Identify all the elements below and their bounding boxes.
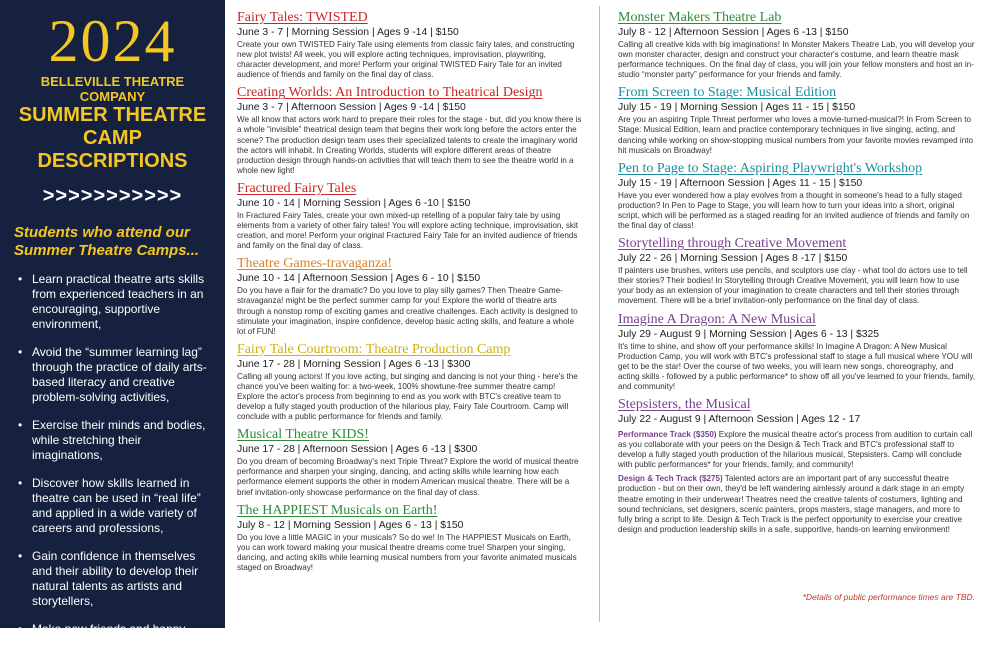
- subtitle-summer-theatre: SUMMER THEATRE: [18, 104, 207, 126]
- camp-title: Fairy Tales: TWISTED: [237, 10, 368, 25]
- camp-title: From Screen to Stage: Musical Edition: [618, 85, 837, 101]
- camp-description: Do you dream of becoming Broadway's next Triple Threat? Explore the world of musical theatre performance and sharpen your singing, dancing, and acting skills while learning how each performance element supports the other in modern American musical theatre. There will be a brief invitation-only showcase performance on the final day of class.: [237, 457, 579, 497]
- camp-title: The HAPPIEST Musicals on Earth!: [237, 502, 438, 518]
- stepsisters-track: [618, 474, 976, 535]
- camp-title: Stepsisters, the Musical: [618, 396, 751, 412]
- camp-description: Calling all young actors! If you love acting, but singing and dancing is not your thing - here's the chance you've been waiting for: a two-week, 100% showtune-free summer theatre camp! Explore the actor's process from beginning to end as you work with BTC's creative team to develop a fully staged youth production of the hilarious play, Fairy Tale Courtroom. Camp will conclude with a public performance for friends and family.: [237, 371, 578, 422]
- camp-info: July 8 - 12 | Afternoon Session | Ages 6 -13 | $150: [618, 27, 849, 38]
- camp-monster-makers-theatre-lab: [618, 10, 976, 80]
- camp-title: Fairy Tale Courtroom: Theatre Production Camp: [237, 341, 511, 357]
- camp-info: June 10 - 14 | Morning Session | Ages 6 -10 | $150: [237, 197, 471, 209]
- camp-description: Create your own TWISTED Fairy Tale using elements from classic fairy tales, and constructing new plot twists! All week, you will explore acting techniques, improvisation, playwriting, character development, and more! Perform your original TWISTED Fairy Tale for an invited audience of friends and family on the final day of class.: [237, 40, 575, 80]
- camp-title: Monster Makers Theatre Lab: [618, 10, 782, 25]
- footnote: *Details of public performance times are TBD.: [802, 592, 975, 602]
- benefit-text: Avoid the “summer learning lag” through the practice of daily arts-based literacy and creative problem-solving activities,: [32, 345, 207, 404]
- camp-title: Theatre Games-travaganza!: [237, 256, 393, 272]
- bullet-icon: •: [18, 476, 23, 490]
- benefit-item: [14, 272, 211, 332]
- camp-pen-to-page-to-stage-aspiring-playwright-s-workshop: [618, 161, 976, 231]
- bullet-icon: •: [18, 418, 23, 432]
- camp-storytelling-through-creative-movement: [618, 236, 976, 306]
- camp-fairy-tale-courtroom-theatre-production-camp: [237, 342, 582, 422]
- camp-theatre-games-travaganza: [237, 256, 582, 336]
- camp-title: Creating Worlds: An Introduction to Theatrical Design: [237, 85, 543, 101]
- benefit-text: Make new friends and happy memories to carry for life!: [32, 622, 186, 651]
- camp-description: It's time to shine, and show off your performance skills! In Imagine A Dragon: A New Musical Production Camp, you will work with BTC's professional staff to stage a full musical where YOU will get to be the star! Over the course of two weeks, you will learn new songs, choreography, and acting skills - followed by a public performance* to show off all you've learned to your friends, family, and community!: [618, 341, 976, 391]
- bullet-icon: •: [18, 272, 23, 286]
- camp-info: July 15 - 19 | Morning Session | Ages 11 - 15 | $150: [618, 102, 856, 114]
- camp-info: June 17 - 28 | Morning Session | Ages 6 -13 | $300: [237, 358, 471, 370]
- benefit-text: Exercise their minds and bodies, while stretching their imaginations,: [32, 418, 206, 462]
- benefit-item: [14, 476, 211, 536]
- camp-title: Storytelling through Creative Movement: [618, 236, 847, 252]
- benefits-list: [14, 272, 211, 652]
- camp-fairy-tales-twisted: [237, 10, 582, 80]
- benefit-text: Gain confidence in themselves and their ability to develop their natural talents as artists and storytellers,: [32, 549, 199, 608]
- left-column: [237, 10, 582, 578]
- benefit-text: Discover how skills learned in theatre can be used in “real life” and applied in a wide variety of careers and professions,: [32, 476, 201, 535]
- benefit-item: [14, 345, 211, 405]
- camp-the-happiest-musicals-on-earth: [237, 503, 582, 573]
- camp-info: June 3 - 7 | Afternoon Session | Ages 9 -14 | $150: [237, 102, 466, 114]
- benefit-item: [14, 622, 211, 652]
- camp-info: June 10 - 14 | Afternoon Session | Ages 6 - 10 | $150: [237, 273, 481, 285]
- students-heading: Students who attend our Summer Theatre Camps...: [14, 224, 200, 259]
- camp-fractured-fairy-tales: [237, 181, 582, 251]
- right-column: [618, 10, 976, 540]
- camp-title: Imagine A Dragon: A New Musical: [618, 311, 816, 327]
- benefit-item: [14, 418, 211, 463]
- camp-stepsisters-the-musical: [618, 397, 976, 535]
- camp-description: Are you an aspiring Triple Threat performer who loves a movie-turned-musical?! In From Screen to Stage: Musical Edition, learn and practice contemporary techniques in live singing, acting, and dancing while working on show-stopping musical numbers from your favorite movies revamped into hit musicals on Broadway!: [618, 115, 973, 155]
- bullet-icon: •: [18, 345, 23, 359]
- camp-title: Pen to Page to Stage: Aspiring Playwright's Workshop: [618, 160, 923, 176]
- bullet-icon: •: [18, 622, 23, 636]
- track-description: Talented actors are an important part of any successful theatre production - but on their own, they'd be left wandering aimlessly around a dark stage in an empty theatre emoting in their underwear! Theatres need the creative talents of costumers, lighting and sound technicians, set designers, scenic painters, props masters, stage managers, and more to fully bring a script to life. Design & Tech Track is the perfect opportunity to exercise your creative design and production leadership skills in a safe, supportive, hands-on learning environment!: [618, 474, 965, 534]
- camp-from-screen-to-stage-musical-edition: [618, 85, 976, 155]
- company-name: BELLEVILLE THEATRE COMPANY: [40, 74, 185, 104]
- benefit-item: [14, 549, 211, 609]
- camp-info: June 3 - 7 | Morning Session | Ages 9 -14 | $150: [237, 27, 459, 38]
- chevron-divider: >>>>>>>>>>>: [42, 185, 183, 207]
- sidebar: [0, 0, 225, 651]
- subtitle-camp-descriptions: CAMP DESCRIPTIONS: [37, 127, 188, 172]
- camp-info: July 15 - 19 | Afternoon Session | Ages 11 - 15 | $150: [618, 177, 863, 189]
- stepsisters-track: [618, 430, 976, 470]
- camp-creating-worlds-an-introduction-to-theatrical-design: [237, 85, 582, 176]
- camp-info: July 22 - 26 | Morning Session | Ages 8 -17 | $150: [618, 253, 848, 265]
- camp-info: July 29 - August 9 | Morning Session | Ages 6 - 13 | $325: [618, 328, 880, 340]
- camp-description: In Fractured Fairy Tales, create your own mixed-up retelling of a popular fairy tale by using elements from a variety of other fairy tales! You will explore acting technique, improvisation, skit creation, and more! Perform your original Fractured Fairy Tale for an invited audience of friends and family on the final day of class.: [237, 210, 578, 251]
- camp-description: If painters use brushes, writers use pencils, and sculptors use clay - what tool do actors use to tell their stories? Their bodies! In Storytelling through Creative Movement, you will learn how to use your body as an extension of your imagination to create characters and tell their stories through movement. There will be a brief invitation-only performance on the final day of class.: [618, 266, 968, 306]
- camp-info: June 17 - 28 | Afternoon Session | Ages 6 -13 | $300: [237, 444, 478, 456]
- benefit-text: Learn practical theatre arts skills from experienced teachers in an encouraging, supportive environment,: [32, 272, 205, 331]
- camp-description: Do you have a flair for the dramatic? Do you love to play silly games? Then Theatre Game-stravaganza! might be the perfect summer camp for you! Explore the world of theatre arts through a nonstop romp of exciting games and creative challenges. Each activity is designed to stimulate your imagination, inspire confidence, develop basic acting skills, and feature a whole lot of FUN!: [237, 286, 578, 336]
- camp-description: Do you love a little MAGIC in your musicals? So do we! In The HAPPIEST Musicals on Earth, you can work toward making your musical theatre dreams come true! Sharpen your singing, dancing, and acting skills while learning musical numbers from your favorite animated musicals staged on Broadway!: [237, 532, 577, 572]
- camp-imagine-a-dragon-a-new-musical: [618, 312, 976, 392]
- track-description: Explore the musical theatre actor's process from audition to curtain call as you collaborate with your peers on the Design & Tech Track and BTC's professional staff to develop a fully staged youth production of the hilarious musical, Stepsisters. Camp will conclude with public performances* for your friends, family, and community!: [618, 429, 973, 470]
- track-title: Performance Track ($350): [618, 429, 717, 439]
- bullet-icon: •: [18, 549, 23, 563]
- track-title: Design & Tech Track ($275): [618, 474, 723, 484]
- column-divider: [599, 6, 600, 622]
- camp-description: We all know that actors work hard to prepare their roles for the stage - but, did you know there is a whole “invisible” theatrical design team that begins their work long before the actors enter the scene? The production design team uses their specialized talents to create the imaginary world the actors will inhabit. In Creating Worlds, students will explore different areas of theatre production design through hands-on activities that will teach them to see the theatre world in a whole new light!: [237, 115, 582, 175]
- camp-info: July 8 - 12 | Morning Session | Ages 6 - 13 | $150: [237, 519, 464, 531]
- camp-title: Fractured Fairy Tales: [237, 180, 357, 196]
- camp-info: July 22 - August 9 | Afternoon Session | Ages 12 - 17: [618, 413, 861, 425]
- camp-description: Calling all creative kids with big imaginations! In Monster Makers Theatre Lab, you will develop your own monster character, design and construct your character's costume, and learn theatre mask performance techniques. On the final day of class, you will join your fellow monsters and host an in-studio “monster party” performance for your friends and family.: [618, 40, 975, 80]
- year-title: 2024: [48, 8, 177, 74]
- camp-description: Have you ever wondered how a play evolves from a thought in someone's head to a fully staged production? In Pen to Page to Stage, you will learn how to turn your ideas into a short, original script, which will be performed as a staged reading for an invited audience of friends and family on the final day of class!: [618, 190, 970, 231]
- camp-musical-theatre-kids: [237, 427, 582, 497]
- camp-title: Musical Theatre KIDS!: [237, 427, 369, 443]
